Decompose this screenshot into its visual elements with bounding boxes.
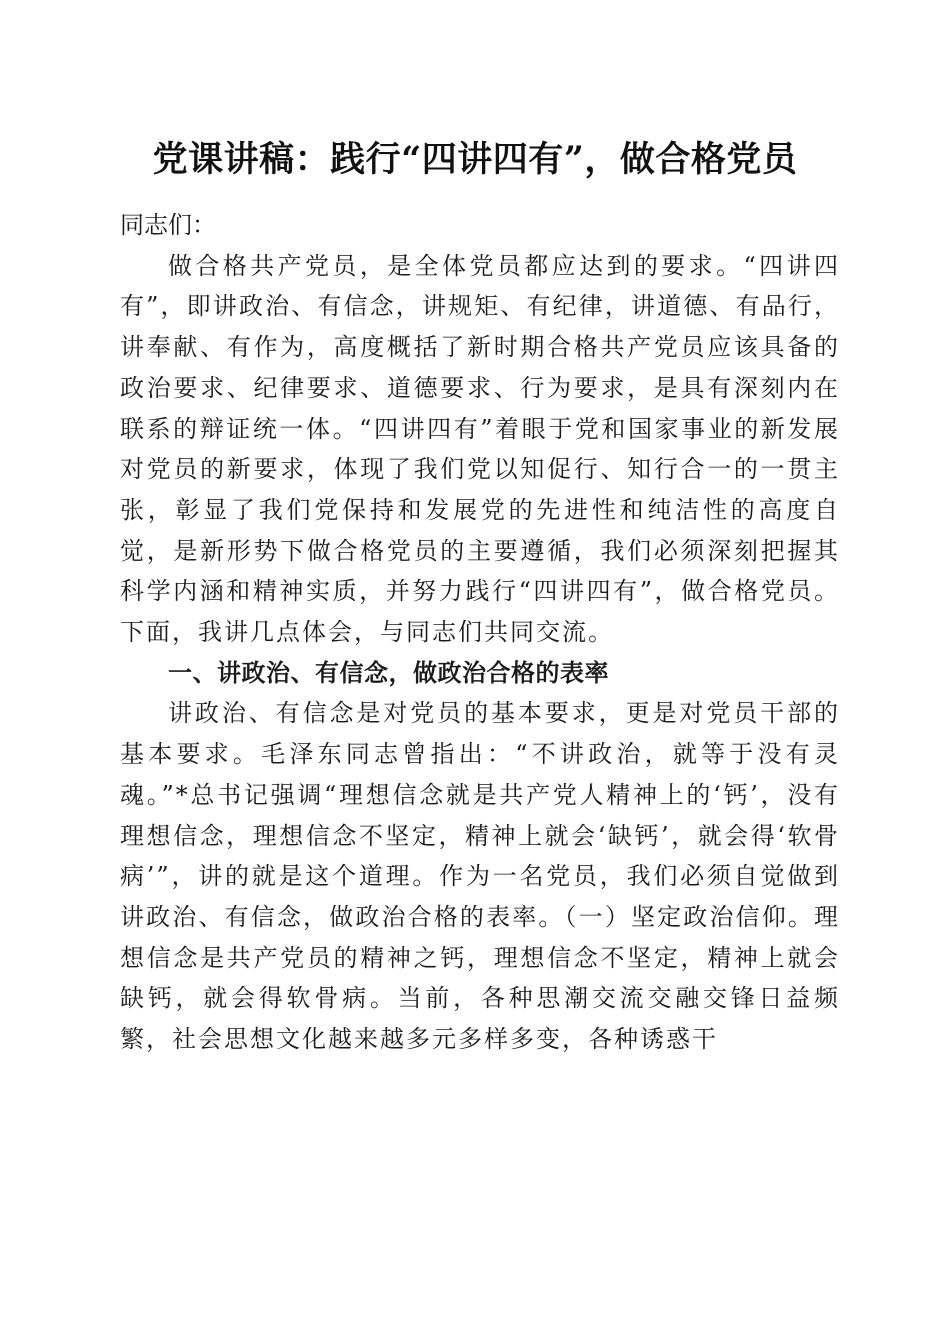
greeting: 同志们： <box>120 211 216 239</box>
document-body <box>120 205 840 1060</box>
intro-paragraph: 做合格共产党员，是全体党员都应达到的要求。“四讲四有”，即讲政治、有信念，讲规矩、有纪律，讲道德、有品行，讲奉献、有作为，高度概括了新时期合格共产党员应该具备的政治要求、纪律要求、道德要求、行为要求，是具有深刻内在联系的辩证统一体。“四讲四有”着眼于党和国家事业的新发展对党员的新要求，体现了我们党以知促行、知行合一的一贯主张，彰显了我们党保持和发展党的先进性和纯洁性的高度自觉，是新形势下做合格党员的主要遵循，我们必须深刻把握其科学内涵和精神实质，并努力践行“四讲四有”，做合格党员。下面，我讲几点体会，与同志们共同交流。 <box>120 251 840 647</box>
section-heading: 一、讲政治、有信念，做政治合格的表率 <box>168 658 609 687</box>
section-paragraph: 讲政治、有信念是对党员的基本要求，更是对党员干部的基本要求。毛泽东同志曾指出：“不讲政治，就等于没有灵魂。”*总书记强调“理想信念就是共产党人精神上的‘钙’，没有理想信念，理想信念不坚定，精神上就会‘缺钙’，就会得‘软骨病’”，讲的就是这个道理。作为一名党员，我们必须自觉做到讲政治、有信念，做政治合格的表率。（一）坚定政治信仰。理想信念是共产党员的精神之钙，理想信念不坚定，精神上就会缺钙，就会得软骨病。当前，各种思潮交流交融交锋日益频繁，社会思想文化越来越多元多样多变，各种诱惑干 <box>120 699 840 1054</box>
page-title: 党课讲稿：践行“四讲四有”，做合格党员 <box>152 139 798 180</box>
